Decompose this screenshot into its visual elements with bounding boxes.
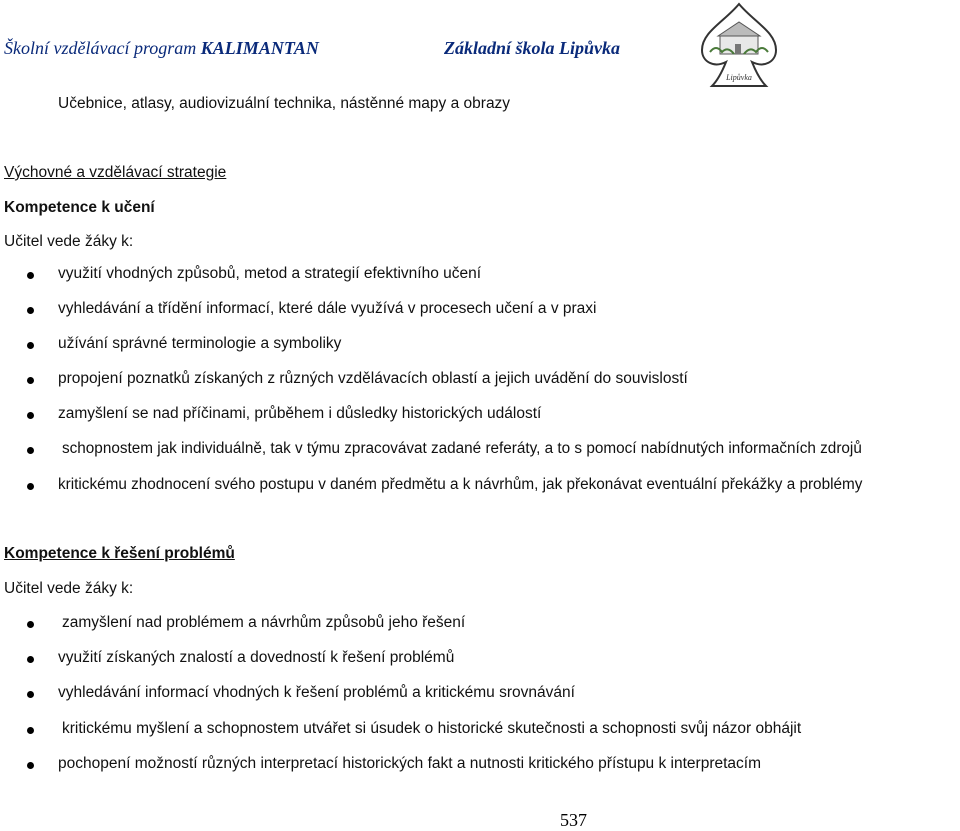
- list-item: využití vhodných způsobů, metod a strategií efektivního učení: [58, 265, 482, 282]
- competence-learning-lead: Učitel vede žáky k:: [4, 233, 134, 250]
- school-name: Základní škola Lipůvka: [444, 38, 621, 58]
- bullet-icon: [27, 621, 34, 628]
- intro-text: Učebnice, atlasy, audiovizuální technika, nástěnné mapy a obrazy: [58, 95, 511, 112]
- competence-problems-heading: Kompetence k řešení problémů: [4, 545, 235, 562]
- program-title: Školní vzdělávací program KALIMANTAN: [4, 38, 319, 58]
- page-header: [0, 0, 960, 90]
- bullet-icon: [27, 483, 34, 490]
- list-item: propojení poznatků získaných z různých vzdělávacích oblastí a jejich uvádění do souvislostí: [58, 370, 688, 387]
- competence-learning-heading: Kompetence k učení: [4, 199, 155, 216]
- bullet-icon: [27, 412, 34, 419]
- bullet-icon: [27, 447, 34, 454]
- bullet-icon: [27, 272, 34, 279]
- page-number: 537: [560, 810, 587, 830]
- list-item: využití získaných znalostí a dovedností k řešení problémů: [58, 649, 455, 666]
- bullet-icon: [27, 727, 34, 734]
- school-logo: [694, 0, 784, 90]
- list-item: zamyšlení nad problémem a návrhům způsobů jeho řešení: [62, 614, 466, 631]
- bullet-icon: [27, 762, 34, 769]
- logo-text: Lipůvka: [726, 73, 752, 82]
- competence-problems-lead: Učitel vede žáky k:: [4, 580, 134, 597]
- bullet-icon: [27, 307, 34, 314]
- strategies-heading: Výchovné a vzdělávací strategie: [4, 164, 227, 181]
- list-item: kritickému zhodnocení svého postupu v daném předmětu a k návrhům, jak překonávat eventuální překážky a problémy: [58, 476, 863, 493]
- bullet-icon: [27, 691, 34, 698]
- bullet-icon: [27, 656, 34, 663]
- bullet-icon: [27, 342, 34, 349]
- list-item: schopnostem jak individuálně, tak v týmu zpracovávat zadané referáty, a to s pomocí nabídnutých informačních zdrojů: [62, 440, 862, 457]
- bullet-icon: [27, 377, 34, 384]
- list-item: pochopení možností různých interpretací historických fakt a nutnosti kritického přístupu k interpretacím: [58, 755, 761, 772]
- list-item: zamyšlení se nad příčinami, průběhem i důsledky historických událostí: [58, 405, 542, 422]
- list-item: vyhledávání a třídění informací, které dále využívá v procesech učení a v praxi: [58, 300, 597, 317]
- program-name: KALIMANTAN: [200, 38, 319, 58]
- list-item: užívání správné terminologie a symboliky: [58, 335, 342, 352]
- list-item: vyhledávání informací vhodných k řešení problémů a kritickému srovnávání: [58, 684, 575, 701]
- list-item: kritickému myšlení a schopnostem utvářet si úsudek o historické skutečnosti a schopnosti svůj názor obhájit: [62, 720, 802, 737]
